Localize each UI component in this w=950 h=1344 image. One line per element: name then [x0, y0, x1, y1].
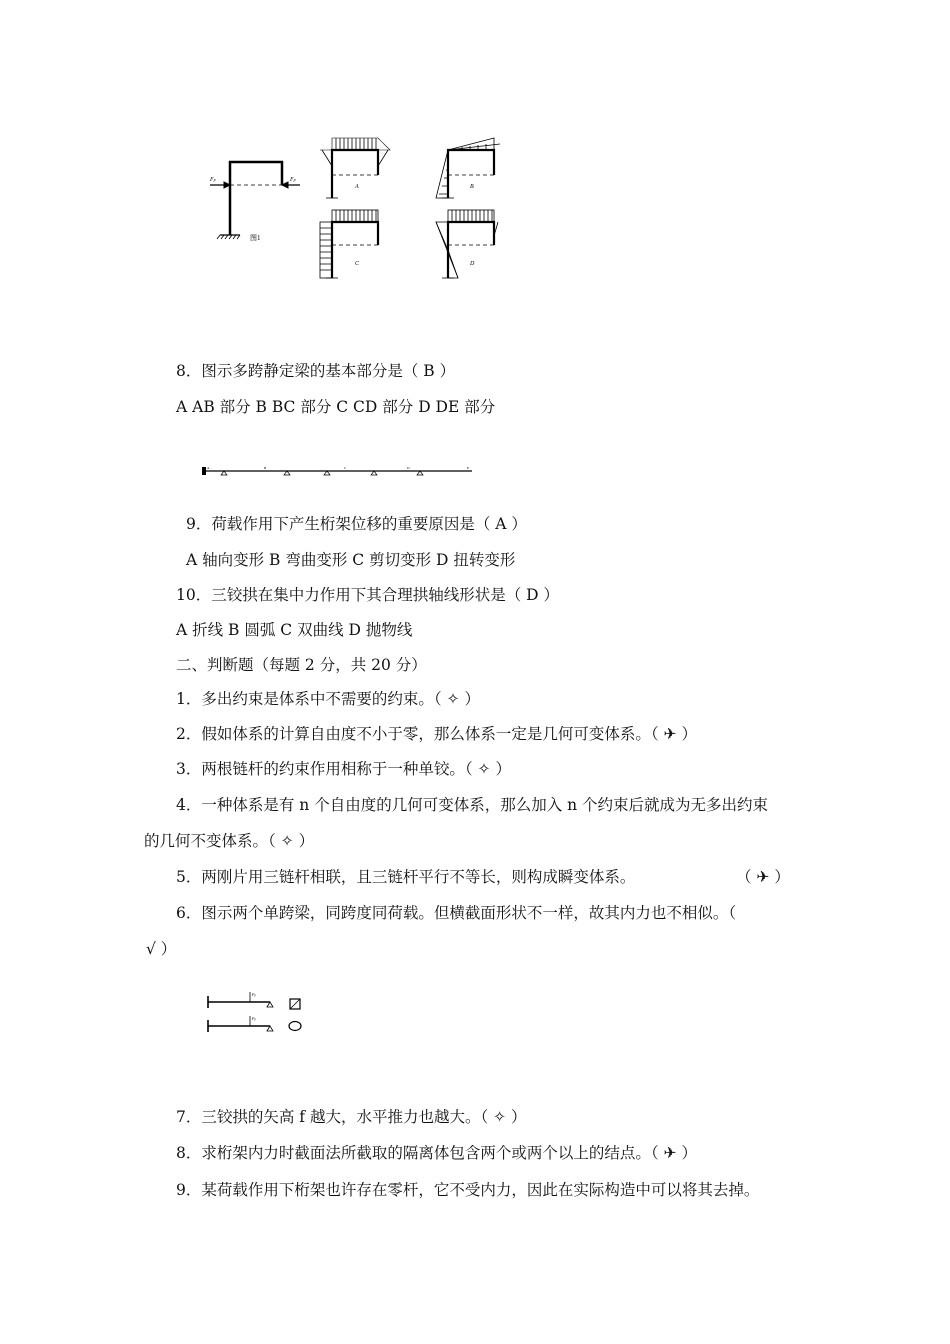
beam-1-fp: Fp — [252, 992, 256, 997]
diagram-d — [436, 210, 498, 278]
judge-6: 6．图示两个单跨梁，同跨度同荷载。但横截面形状不一样，故其内力也不相似。（ — [176, 904, 737, 922]
option-b-label: B — [470, 184, 474, 190]
judge-1: 1．多出约束是体系中不需要的约束。（ ✧ ） — [176, 690, 480, 708]
judge-4: 4．一种体系是有 n 个自由度的几何可变体系，那么加入 n 个约束后就成为无多出约束 — [176, 796, 769, 814]
question-10-options: A 折线 B 圆弧 C 双曲线 D 抛物线 — [176, 621, 413, 639]
section-2-heading: 二、判断题（每题 2 分，共 20 分） — [176, 656, 427, 674]
option-d-label: D — [470, 261, 475, 267]
question-9: 9．荷载作用下产生桁架位移的重要原因是（ A ） — [186, 515, 527, 533]
judge-3: 3．两根链杆的约束作用相称于一种单铰。（ ✧ ） — [176, 760, 511, 778]
judge-8: 8．求桁架内力时截面法所截取的隔离体包含两个或两个以上的结点。（ ✈ ） — [176, 1144, 697, 1162]
multi-span-beam-svg — [202, 464, 477, 480]
main-frame — [210, 162, 300, 239]
fp-right-label: Fp — [290, 177, 296, 183]
question-8: 8．图示多跨静定梁的基本部分是（ B ） — [176, 362, 456, 380]
beam-label-e: E — [467, 466, 470, 470]
beam-label-c: C — [344, 466, 347, 470]
fp-left-label: Fp — [210, 177, 216, 183]
judge-7: 7．三铰拱的矢高 f 越大，水平推力也越大。（ ✧ ） — [176, 1108, 527, 1126]
frame-moment-figure — [200, 130, 520, 294]
option-a-label: A — [355, 184, 359, 190]
question-9-options: A 轴向变形 B 弯曲变形 C 剪切变形 D 扭转变形 — [186, 551, 516, 569]
figure-1-label: 图1 — [250, 234, 261, 242]
judge-5-answer: （ ✈ ） — [736, 868, 790, 886]
judge-9: 9．某荷载作用下桁架也许存在零杆，它不受内力，因此在实际构造中可以将其去掉。 — [176, 1181, 760, 1199]
beam-2-fp: Fp — [252, 1016, 256, 1021]
question-8-options: A AB 部分 B BC 部分 C CD 部分 D DE 部分 — [176, 398, 496, 416]
two-beams-figure — [204, 990, 314, 1044]
judge-4-cont: 的几何不变体系。（ ✧ ） — [144, 832, 315, 850]
diagram-b — [436, 138, 500, 198]
option-c-label: C — [355, 261, 360, 267]
multi-span-beam-figure — [202, 464, 477, 484]
beam-label-b: B — [264, 466, 267, 470]
judge-6-answer: √ ） — [146, 940, 177, 958]
question-10: 10．三铰拱在集中力作用下其合理拱轴线形状是（ D ） — [176, 586, 560, 604]
judge-2: 2．假如体系的计算自由度不小于零，那么体系一定是几何可变体系。（ ✈ ） — [176, 725, 697, 743]
judge-5: 5．两刚片用三链杆相联，且三链杆平行不等长，则构成瞬变体系。 — [176, 868, 636, 886]
frame-moment-svg — [200, 130, 520, 290]
two-beams-svg — [204, 990, 314, 1040]
beam-label-d: D — [407, 466, 410, 470]
diagram-c — [320, 210, 378, 278]
beam-label-a: A — [207, 466, 210, 470]
